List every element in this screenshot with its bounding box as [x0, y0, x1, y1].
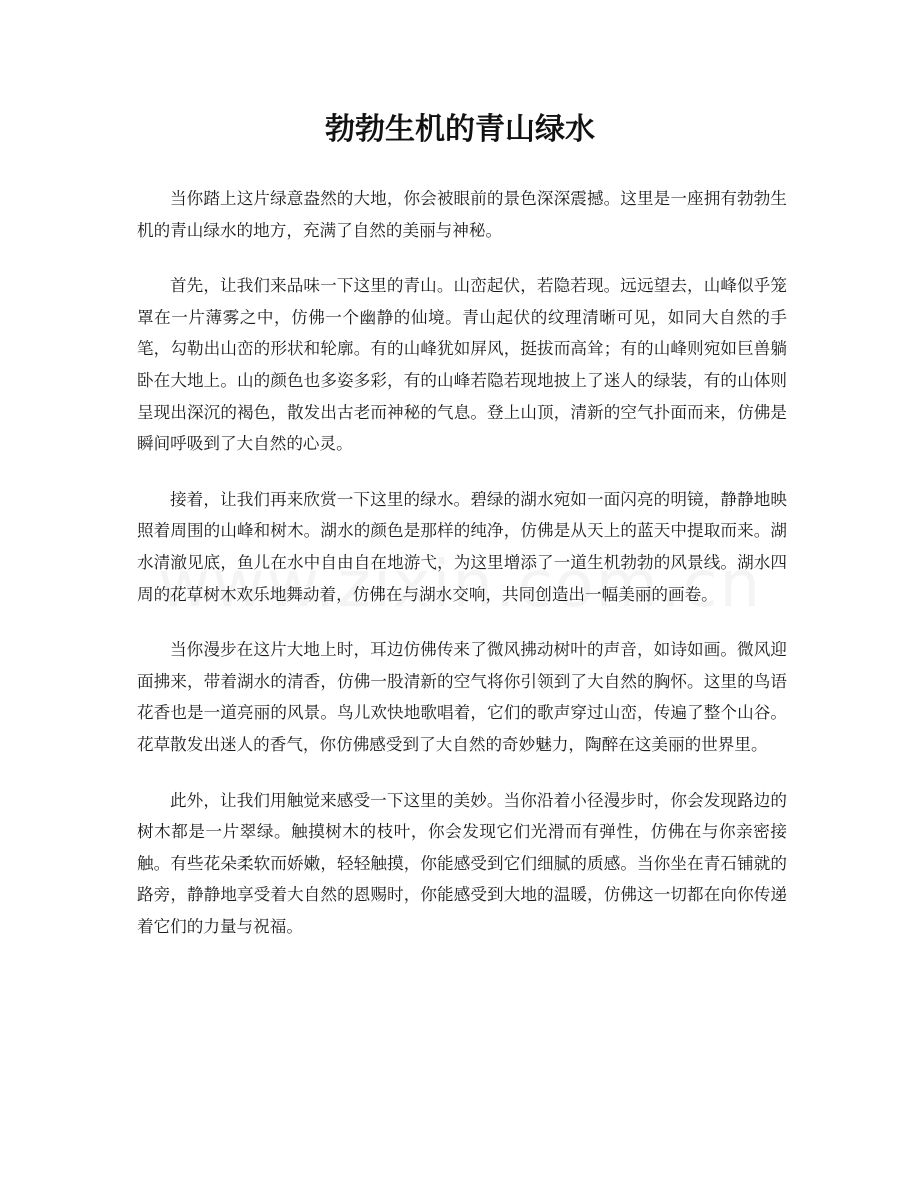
paragraph-breeze: 当你漫步在这片大地上时，耳边仿佛传来了微风拂动树叶的声音，如诗如画。微风迎面拂来，带着湖水的清香，仿佛一股清新的空气将你引领到了大自然的胸怀。这里的鸟语花香也是一道亮丽的风景。鸟儿欢快地歌唱着，它们的歌声穿过山峦，传遍了整个山谷。花草散发出迷人的香气，你仿佛感受到了大自然的奇妙魅力，陶醉在这美丽的世界里。 — [137, 640, 787, 754]
document-title: 勃勃生机的青山绿水 — [325, 112, 595, 147]
paragraph-mountains: 首先，让我们来品味一下这里的青山。山峦起伏，若隐若现。远远望去，山峰似乎笼罩在一片薄雾之中，仿佛一个幽静的仙境。青山起伏的纹理清晰可见，如同大自然的手笔，勾勒出山峦的形状和轮廓。有的山峰犹如屏风，挺拔而高耸；有的山峰则宛如巨兽躺卧在大地上。山的颜色也多姿多彩，有的山峰若隐若现地披上了迷人的绿装，有的山体则呈现出深沉的褐色，散发出古老而神秘的气息。登上山顶，清新的空气扑面而来，仿佛是瞬间呼吸到了大自然的心灵。 — [137, 276, 787, 454]
document-body — [137, 183, 787, 966]
paragraph-touch: 此外，让我们用触觉来感受一下这里的美妙。当你沿着小径漫步时，你会发现路边的树木都是一片翠绿。触摸树木的枝叶，你会发现它们光滑而有弹性，仿佛在与你亲密接触。有些花朵柔软而娇嫩，轻轻触摸，你能感受到它们细腻的质感。当你坐在青石铺就的路旁，静静地享受着大自然的恩赐时，你能感受到大地的温暖，仿佛这一切都在向你传递着它们的力量与祝福。 — [137, 790, 787, 936]
paragraph-water: 接着，让我们再来欣赏一下这里的绿水。碧绿的湖水宛如一面闪亮的明镜，静静地映照着周围的山峰和树木。湖水的颜色是那样的纯净，仿佛是从天上的蓝天中提取而来。湖水清澈见底，鱼儿在水中自由自在地游弋，为这里增添了一道生机勃勃的风景线。湖水四周的花草树木欢乐地舞动着，仿佛在与湖水交响，共同创造出一幅美丽的画卷。 — [137, 489, 787, 604]
paragraph-intro: 当你踏上这片绿意盎然的大地，你会被眼前的景色深深震撼。这里是一座拥有勃勃生机的青山绿水的地方，充满了自然的美丽与神秘。 — [137, 189, 787, 240]
